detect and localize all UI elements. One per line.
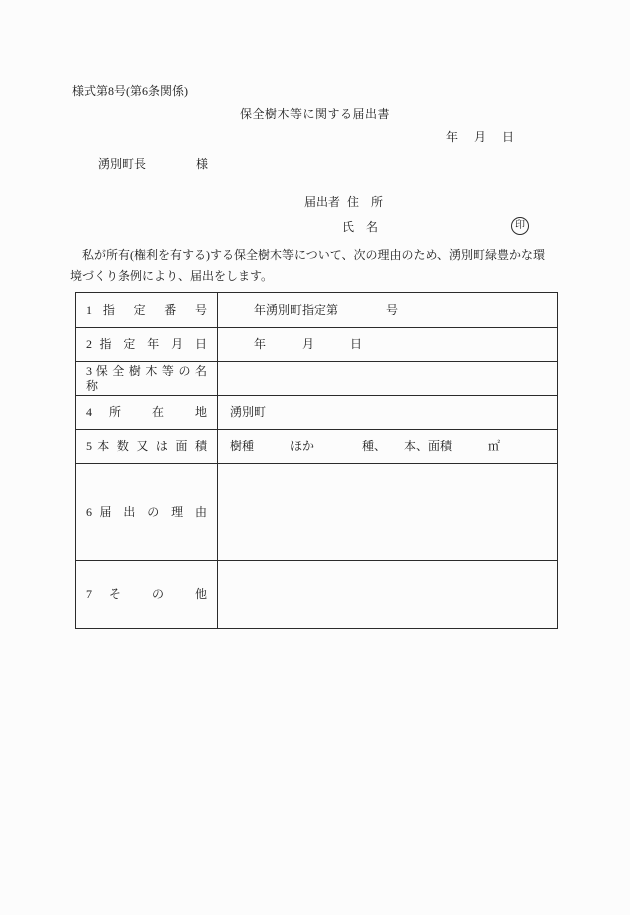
form-number: 様式第8号(第6条関係): [72, 84, 188, 98]
address-label: 住 所: [347, 195, 384, 209]
declarant-label: 届出者: [304, 195, 341, 209]
page-title: 保全樹木等に関する届出書: [239, 107, 390, 121]
table-row: [76, 561, 558, 629]
table-row: [76, 430, 558, 464]
addressee-line: [98, 157, 208, 172]
table-row: [76, 464, 558, 561]
declarant-line: [304, 195, 383, 210]
row-value: 湧別町: [218, 396, 558, 430]
row-value: 樹種 ほか 種、 本、面積 ㎡: [218, 430, 558, 464]
row-value: [218, 464, 558, 561]
table-row: [76, 396, 558, 430]
row-label: 5 本 数 又 は 面 積: [76, 430, 218, 464]
form-table: [75, 292, 558, 629]
date-line: 年 月 日: [446, 130, 517, 144]
row-value: 年湧別町指定第 号: [218, 293, 558, 328]
row-value: [218, 362, 558, 396]
row-label: 7 そ の 他: [76, 561, 218, 629]
row-label: 3 保 全 樹 木 等 の 名 称: [76, 362, 218, 396]
body-paragraph-line2: 境づくり条例により、届出をします。: [70, 269, 274, 283]
addressee-name: 湧別町長: [98, 157, 147, 171]
seal-icon: 印: [511, 217, 529, 235]
row-value: [218, 561, 558, 629]
row-value: 年 月 日: [218, 328, 558, 362]
body-paragraph-line1: 私が所有(権利を有する)する保全樹木等について、次の理由のため、湧別町緑豊かな環: [70, 248, 546, 262]
row-label: 2 指 定 年 月 日: [76, 328, 218, 362]
table-row: [76, 293, 558, 328]
row-label: 4 所 在 地: [76, 396, 218, 430]
row-label: 6 届 出 の 理 由: [76, 464, 218, 561]
row-label: 1 指 定 番 号: [76, 293, 218, 328]
table-row: [76, 362, 558, 396]
table-row: [76, 328, 558, 362]
name-label: 氏 名: [342, 220, 379, 234]
honorific-sama: 様: [196, 157, 209, 171]
